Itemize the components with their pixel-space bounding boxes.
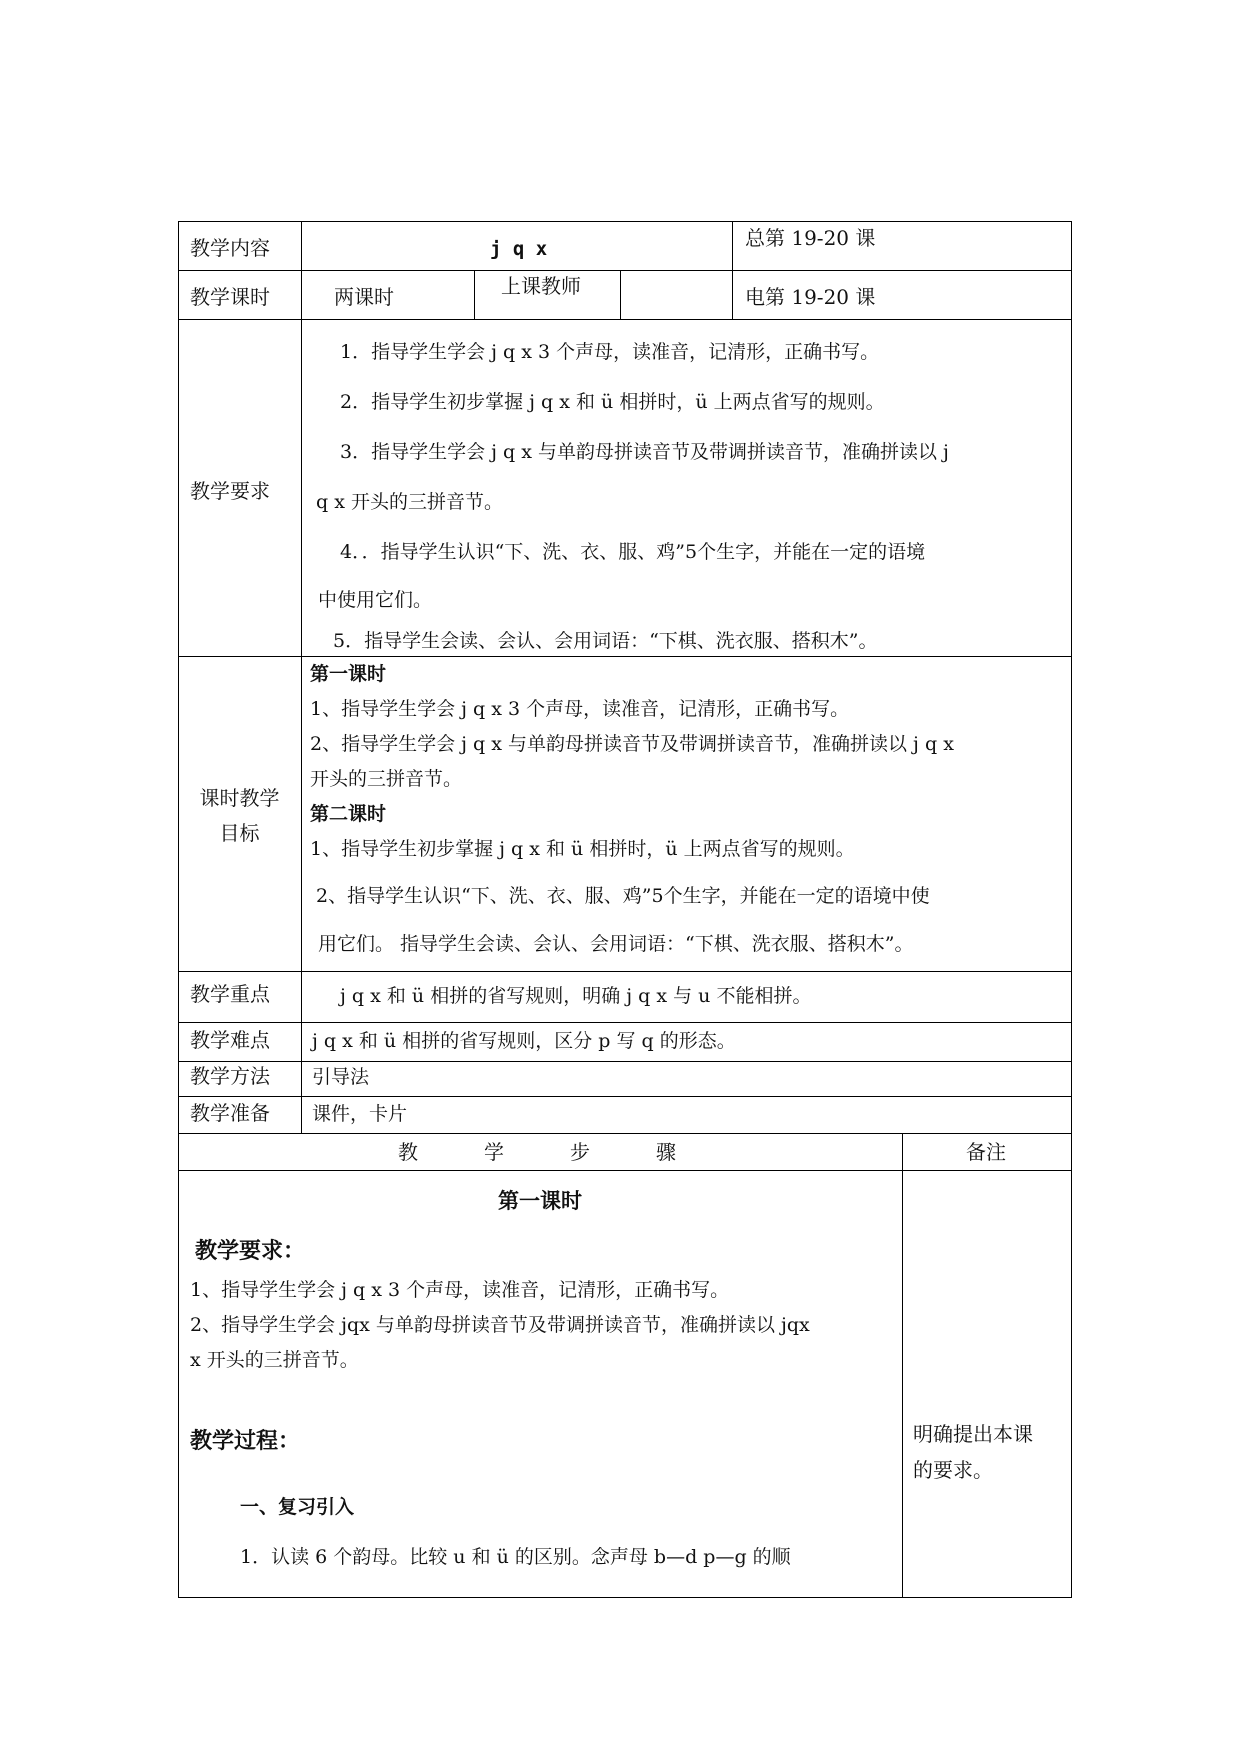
teacher-label: 上课教师: [501, 274, 581, 298]
key-points-label: 教学重点: [190, 982, 270, 1006]
col-divider: [474, 270, 475, 319]
col-divider: [732, 221, 733, 319]
row-divider: [178, 1096, 1072, 1097]
total-lesson-number: 总第 19-20 课: [745, 226, 876, 250]
objectives-label-line2: 目标: [219, 821, 260, 845]
objective-lesson1-title: 第一课时: [310, 663, 387, 685]
requirement-item: 5．指导学生会读、会认、会用词语：“下棋、洗衣服、搭积木”。: [333, 630, 878, 652]
objective-item: 开头的三拼音节。: [310, 768, 463, 790]
row-divider: [178, 1133, 1072, 1134]
objective-item: 2、指导学生认识“下、洗、衣、服、鸡”5个生字，并能在一定的语境中使: [316, 885, 930, 907]
table-border-left: [178, 221, 179, 1598]
method-value: 引导法: [312, 1066, 370, 1088]
difficulties-label: 教学难点: [190, 1028, 270, 1052]
steps-requirement-item: 1、指导学生学会 j q x 3 个声母，读准音，记清形，正确书写。: [190, 1279, 730, 1301]
remarks-column: [903, 1171, 1071, 1597]
row-divider: [178, 1061, 1072, 1062]
steps-header-char: 学: [484, 1140, 504, 1164]
requirement-item: q x 开头的三拼音节。: [316, 491, 503, 513]
col-divider: [620, 270, 621, 319]
objectives-label-line1: 课时教学: [199, 786, 280, 810]
row-divider: [178, 319, 1072, 320]
table-border-top: [178, 221, 1072, 222]
objective-item: 2、指导学生学会 j q x 与单韵母拼读音节及带调拼读音节，准确拼读以 j q x: [310, 733, 954, 755]
steps-requirement-item: 2、指导学生学会 jqx 与单韵母拼读音节及带调拼读音节，准确拼读以 jqx: [190, 1314, 810, 1336]
row-divider: [178, 971, 1072, 972]
objective-item: 1、指导学生学会 j q x 3 个声母，读准音，记清形，正确书写。: [310, 698, 850, 720]
hours-label: 教学课时: [190, 285, 270, 309]
e-lesson-number: 电第 19-20 课: [745, 285, 876, 309]
objective-item: 用它们。 指导学生会读、会认、会用词语：“下棋、洗衣服、搭积木”。: [318, 933, 914, 955]
steps-header-char: 教: [398, 1140, 418, 1164]
requirements-label: 教学要求: [190, 479, 270, 503]
lesson-title: j q x: [490, 238, 548, 260]
row-divider: [178, 1022, 1072, 1023]
steps-header-char: 骤: [656, 1140, 676, 1164]
label-column-divider: [301, 221, 302, 1133]
key-points-value: j q x 和 ü 相拼的省写规则，明确 j q x 与 u 不能相拼。: [340, 985, 812, 1007]
steps-requirements-heading: 教学要求：: [195, 1238, 306, 1264]
preparation-label: 教学准备: [190, 1101, 270, 1125]
remark-text: 明确提出本课: [913, 1422, 1033, 1446]
requirement-item: 1．指导学生学会 j q x 3 个声母，读准音，记清形，正确书写。: [340, 341, 880, 363]
difficulties-value: j q x 和 ü 相拼的省写规则，区分 p 写 q 的形态。: [312, 1030, 736, 1052]
steps-section-review: 一、复习引入: [240, 1496, 355, 1518]
requirement-item: 4．．指导学生认识“下、洗、衣、服、鸡”5个生字，并能在一定的语境: [340, 541, 926, 563]
requirement-item: 2．指导学生初步掌握 j q x 和 ü 相拼时，ü 上两点省写的规则。: [340, 391, 885, 413]
remarks-header: 备注: [966, 1140, 1006, 1164]
steps-lesson-title: 第一课时: [498, 1188, 582, 1213]
row-divider: [178, 270, 1072, 271]
hours-value: 两课时: [334, 285, 394, 309]
preparation-value: 课件，卡片: [312, 1103, 408, 1125]
requirement-item: 3．指导学生学会 j q x 与单韵母拼读音节及带调拼读音节，准确拼读以 j: [340, 441, 949, 463]
table-border-bottom: [178, 1597, 1072, 1598]
content-label: 教学内容: [190, 236, 270, 260]
steps-process-heading: 教学过程：: [190, 1428, 301, 1454]
objective-lesson2-title: 第二课时: [310, 803, 387, 825]
method-label: 教学方法: [190, 1064, 270, 1088]
steps-requirement-item: x 开头的三拼音节。: [190, 1349, 359, 1371]
steps-step-item: 1．认读 6 个韵母。比较 u 和 ü 的区别。念声母 b—d p—g 的顺: [240, 1546, 791, 1568]
requirement-item: 中使用它们。: [318, 589, 433, 611]
objective-item: 1、指导学生初步掌握 j q x 和 ü 相拼时，ü 上两点省写的规则。: [310, 838, 855, 860]
row-divider: [178, 656, 1072, 657]
steps-header-char: 步: [570, 1140, 590, 1164]
table-border-right: [1071, 221, 1072, 1598]
remark-text: 的要求。: [913, 1458, 993, 1482]
